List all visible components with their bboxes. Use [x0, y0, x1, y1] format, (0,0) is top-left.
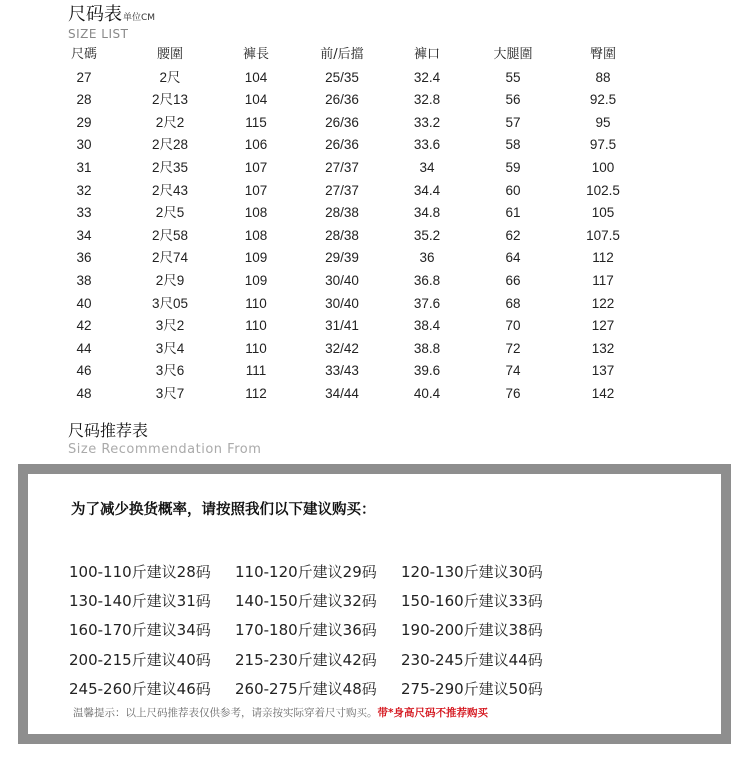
table-cell: 34	[76, 227, 92, 243]
table-cell: 33	[76, 205, 92, 221]
recommendation-heading	[68, 418, 261, 457]
table-cell: 29	[76, 114, 92, 130]
table-cell: 108	[244, 205, 268, 221]
table-header-row	[0, 44, 750, 67]
table-cell: 26/36	[325, 137, 359, 153]
table-cell: 61	[505, 205, 521, 221]
table-cell: 33/43	[325, 363, 359, 379]
table-cell: 107.5	[586, 227, 620, 243]
table-cell: 117	[592, 272, 614, 288]
table-row	[0, 225, 750, 248]
recommendation-item: 260-275斤建议48码	[235, 679, 377, 698]
table-cell: 36	[419, 250, 435, 266]
table-cell: 112	[245, 385, 267, 401]
table-cell: 60	[505, 182, 521, 198]
table-cell: 62	[505, 227, 521, 243]
table-cell: 26/36	[325, 92, 359, 108]
table-cell: 44	[76, 340, 92, 356]
table-cell: 59	[505, 159, 521, 175]
table-cell: 28/38	[325, 205, 359, 221]
recommendation-item: 275-290斤建议50码	[401, 679, 543, 698]
table-cell: 28	[76, 92, 92, 108]
recommendation-row	[69, 616, 567, 645]
table-cell: 36.8	[413, 272, 441, 288]
recommendation-item: 110-120斤建议29码	[235, 563, 377, 581]
table-cell: 105	[591, 205, 615, 221]
table-cell: 30/40	[325, 272, 359, 288]
table-row	[0, 180, 750, 203]
column-header: 前/后擋	[320, 47, 364, 62]
table-cell: 31	[76, 159, 92, 175]
table-cell: 92.5	[589, 92, 617, 108]
table-cell: 46	[76, 363, 92, 379]
table-cell: 122	[591, 295, 615, 311]
table-cell: 27	[76, 69, 92, 85]
column-header: 褲口	[413, 47, 440, 62]
size-table-subtitle: SIZE LIST	[68, 27, 129, 41]
table-cell: 2尺74	[151, 250, 189, 266]
table-cell: 29/39	[325, 250, 359, 266]
table-cell: 55	[505, 69, 521, 85]
table-cell: 97.5	[589, 137, 617, 153]
column-header: 腰圍	[156, 47, 183, 62]
recommendation-item: 245-260斤建议46码	[69, 679, 211, 698]
table-cell: 38.4	[413, 318, 441, 334]
table-cell: 56	[505, 92, 521, 108]
table-cell: 111	[245, 363, 267, 379]
column-header: 尺碼	[70, 47, 97, 62]
recommendation-item: 100-110斤建议28码	[69, 563, 211, 581]
table-cell: 40	[76, 295, 92, 311]
table-cell: 34.8	[413, 205, 441, 221]
column-header: 褲長	[242, 47, 269, 62]
table-cell: 107	[244, 159, 268, 175]
size-table-title: 尺码表	[68, 4, 122, 25]
table-cell: 110	[245, 318, 267, 334]
table-cell: 42	[76, 318, 92, 334]
recommendation-item: 120-130斤建议30码	[401, 563, 543, 581]
recommendation-item: 130-140斤建议31码	[69, 592, 211, 611]
table-cell: 32	[76, 182, 92, 198]
recommendation-item: 200-215斤建议40码	[69, 650, 211, 669]
recommendation-notice	[73, 705, 488, 720]
size-table-title-row	[68, 0, 155, 26]
table-cell: 102.5	[586, 182, 620, 198]
recommendation-item: 150-160斤建议33码	[401, 592, 543, 611]
table-row	[0, 157, 750, 180]
recommendation-item: 160-170斤建议34码	[69, 621, 211, 640]
table-cell: 76	[505, 385, 521, 401]
table-cell: 25/35	[325, 69, 359, 85]
notice-highlight: 带*身高尺码不推荐购买	[377, 707, 488, 719]
table-cell: 57	[505, 114, 521, 130]
table-row	[0, 383, 750, 406]
table-cell: 64	[505, 250, 521, 266]
table-cell: 72	[505, 340, 521, 356]
table-cell: 26/36	[325, 114, 359, 130]
table-cell: 108	[244, 227, 268, 243]
table-cell: 137	[591, 363, 615, 379]
table-cell: 34	[419, 159, 435, 175]
recommendation-panel	[28, 474, 721, 734]
table-cell: 32.4	[413, 69, 441, 85]
recommendation-row	[69, 587, 567, 616]
table-cell: 38.8	[413, 340, 441, 356]
table-cell: 2尺58	[151, 227, 189, 243]
table-cell: 35.2	[413, 227, 441, 243]
recommendation-frame	[18, 464, 731, 744]
size-table	[0, 44, 750, 406]
table-cell: 39.6	[413, 363, 441, 379]
recommendation-item: 215-230斤建议42码	[235, 650, 377, 669]
recommendation-row	[69, 646, 567, 675]
table-cell: 33.2	[413, 114, 441, 130]
table-cell: 34/44	[325, 385, 359, 401]
table-cell: 142	[591, 385, 615, 401]
table-cell: 2尺43	[151, 182, 189, 198]
table-cell: 115	[245, 114, 267, 130]
table-cell: 34.4	[413, 182, 441, 198]
table-row	[0, 202, 750, 225]
column-header: 大腿圍	[493, 47, 533, 62]
table-cell: 110	[245, 295, 267, 311]
table-cell: 27/37	[325, 159, 359, 175]
table-row	[0, 89, 750, 112]
table-cell: 30	[76, 137, 92, 153]
recommendation-item: 140-150斤建议32码	[235, 592, 377, 611]
recommendation-row	[69, 675, 567, 704]
table-cell: 58	[505, 137, 521, 153]
table-cell: 74	[505, 363, 521, 379]
notice-text: 温馨提示：以上尺码推荐表仅供参考，请亲按实际穿着尺寸购买。	[73, 707, 378, 719]
table-row	[0, 134, 750, 157]
table-cell: 3尺7	[155, 385, 185, 401]
table-row	[0, 67, 750, 90]
table-cell: 132	[591, 340, 615, 356]
table-cell: 3尺6	[155, 363, 185, 379]
table-cell: 2尺28	[151, 137, 189, 153]
table-cell: 104	[244, 92, 268, 108]
table-cell: 110	[245, 340, 267, 356]
table-cell: 109	[244, 250, 268, 266]
table-cell: 127	[591, 318, 615, 334]
table-cell: 107	[244, 182, 268, 198]
recommendation-item: 170-180斤建议36码	[235, 621, 377, 640]
table-cell: 38	[76, 272, 92, 288]
table-cell: 37.6	[413, 295, 441, 311]
recommendation-grid	[69, 558, 567, 704]
table-cell: 32.8	[413, 92, 441, 108]
size-table-unit: 单位CM	[123, 13, 156, 23]
table-cell: 31/41	[325, 318, 359, 334]
table-cell: 33.6	[413, 137, 441, 153]
table-cell: 2尺9	[155, 272, 185, 288]
table-row	[0, 338, 750, 361]
size-table-heading	[68, 0, 155, 41]
table-cell: 2尺13	[151, 92, 189, 108]
table-cell: 3尺4	[155, 340, 185, 356]
recommendation-row	[69, 558, 567, 587]
table-cell: 48	[76, 385, 92, 401]
table-cell: 30/40	[325, 295, 359, 311]
table-cell: 109	[244, 272, 268, 288]
table-cell: 68	[505, 295, 521, 311]
recommendation-subtitle: Size Recommendation From	[68, 442, 262, 457]
table-cell: 66	[505, 272, 521, 288]
table-row	[0, 112, 750, 135]
recommendation-intro: 为了减少换货概率，请按照我们以下建议购买：	[71, 502, 376, 518]
table-cell: 70	[505, 318, 521, 334]
table-cell: 32/42	[325, 340, 359, 356]
table-cell: 27/37	[325, 182, 359, 198]
table-cell: 3尺05	[151, 295, 189, 311]
table-cell: 36	[76, 250, 92, 266]
recommendation-item: 230-245斤建议44码	[401, 650, 543, 669]
table-row	[0, 270, 750, 293]
table-cell: 100	[591, 159, 615, 175]
table-cell: 2尺5	[155, 205, 185, 221]
table-cell: 106	[244, 137, 268, 153]
table-cell: 28/38	[325, 227, 359, 243]
table-cell: 3尺2	[155, 318, 185, 334]
recommendation-title: 尺码推荐表	[68, 421, 149, 440]
table-cell: 2尺2	[155, 114, 185, 130]
table-cell: 2尺	[159, 69, 181, 85]
table-row	[0, 247, 750, 270]
recommendation-item: 190-200斤建议38码	[401, 621, 543, 640]
table-cell: 104	[244, 69, 268, 85]
table-row	[0, 315, 750, 338]
table-cell: 95	[595, 114, 611, 130]
table-cell: 88	[595, 69, 611, 85]
table-row	[0, 360, 750, 383]
column-header: 臀圍	[589, 47, 616, 62]
table-cell: 112	[592, 250, 614, 266]
table-row	[0, 293, 750, 316]
table-cell: 2尺35	[151, 159, 189, 175]
table-cell: 40.4	[413, 385, 441, 401]
